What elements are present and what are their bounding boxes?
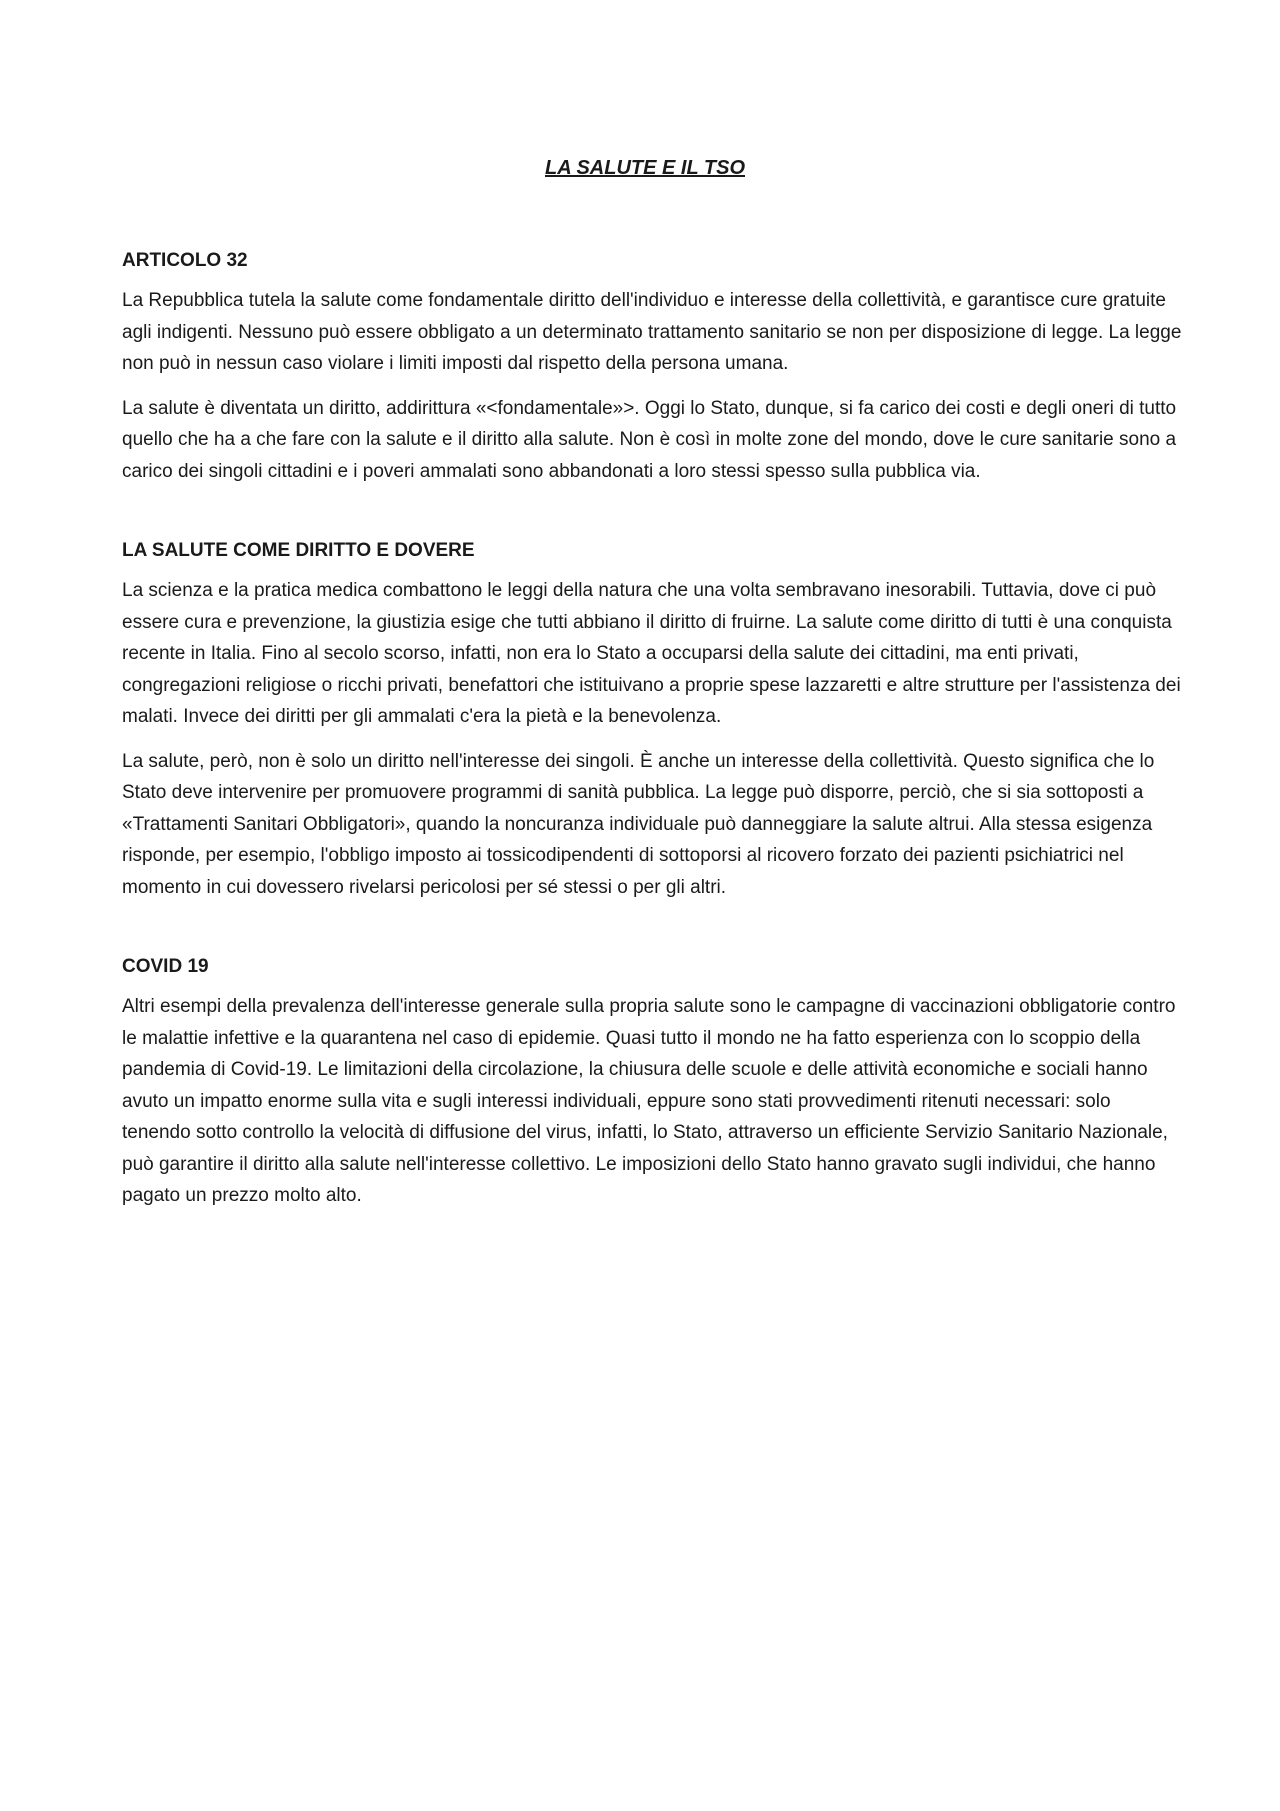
section-salute-diritto-dovere [122,537,1182,903]
section-heading: COVID 19 [122,956,209,977]
document-title: LA SALUTE E IL TSO [544,157,745,179]
paragraph: La Repubblica tutela la salute come fondamentale diritto dell'individuo e interesse della collettività, e garantisce cure gratuite agli indigenti. Nessuno può essere obbligato a un determinato trattamento sanitario se non per disposizione di legge. La legge non può in nessun caso violare i limiti imposti dal rispetto della persona umana. [122,290,1182,374]
paragraph: La scienza e la pratica medica combattono le leggi della natura che una volta sembravano inesorabili. Tuttavia, dove ci può essere cura e prevenzione, la giustizia esige che tutti abbiano il diritto di fruirne. La salute come diritto di tutti è una conquista recente in Italia. Fino al secolo scorso, infatti, non era lo Stato a occuparsi della salute dei cittadini, ma enti privati, congregazioni religiose o ricchi privati, benefattori che istituivano a proprie spese lazzaretti e altre strutture per l'assistenza dei malati. Invece dei diritti per gli ammalati c'era la pietà e la benevolenza. [122,580,1181,727]
section-covid-19 [122,953,1182,1212]
paragraph: La salute è diventata un diritto, addirittura «<fondamentale»>. Oggi lo Stato, dunque, si fa carico dei costi e degli oneri di tutto quello che ha a che fare con la salute e il diritto alla salute. Non è così in molte zone del mondo, dove le cure sanitarie sono a carico dei singoli cittadini e i poveri ammalati sono abbandonati a loro stessi spesso sulla pubblica via. [122,397,1177,482]
document-body [122,247,1182,1225]
section-heading: ARTICOLO 32 [122,250,248,271]
paragraph: Altri esempi della prevalenza dell'interesse generale sulla propria salute sono le campagne di vaccinazioni obbligatorie contro le malattie infettive e la quarantena nel caso di epidemie. Quasi tutto il mondo ne ha fatto esperienza con lo scoppio della pandemia di Covid-19. Le limitazioni della circolazione, la chiusura delle scuole e delle attività economiche e sociali hanno avuto un impatto enorme sulla vita e sugli interessi individuali, eppure sono stati provvedimenti ritenuti necessari: solo tenendo sotto controllo la velocità di diffusione del virus, infatti, lo Stato, attraverso un efficiente Servizio Sanitario Nazionale, può garantire il diritto alla salute nell'interesse collettivo. Le imposizioni dello Stato hanno gravato sugli individui, che hanno pagato un prezzo molto alto. [122,996,1176,1206]
paragraph: La salute, però, non è solo un diritto nell'interesse dei singoli. È anche un interesse della collettività. Questo significa che lo Stato deve intervenire per promuovere programmi di sanità pubblica. La legge può disporre, perciò, che si sia sottoposti a «Trattamenti Sanitari Obbligatori», quando la noncuranza individuale può danneggiare la salute altrui. Alla stessa esigenza risponde, per esempio, l'obbligo imposto ai tossicodipendenti di sottoporsi al ricovero forzato dei pazienti psichiatrici nel momento in cui dovessero rivelarsi pericolosi per sé stessi o per gli altri. [122,750,1155,898]
section-articolo-32 [122,247,1182,487]
section-heading: LA SALUTE COME DIRITTO E DOVERE [122,540,475,561]
